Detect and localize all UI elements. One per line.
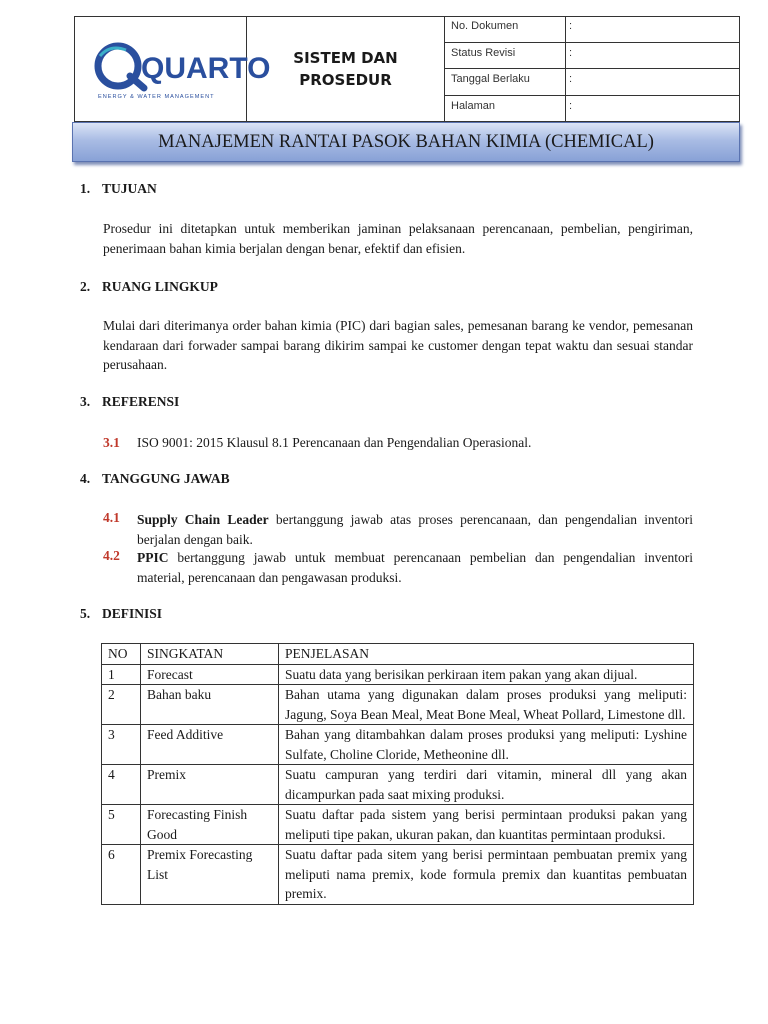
cell-description: Suatu daftar pada sistem yang berisi permintaan produksi pakan yang meliputi tipe pakan, ukuran pakan, dan kuantitas permintaan produksi. [279,805,694,845]
quarto-logo [74,16,271,122]
cell-term: Forecast [141,664,279,685]
section-number: 2. [80,279,91,294]
responsibility-item [137,548,693,587]
meta-row-no-dokumen [445,16,740,43]
item-number: 3.1 [103,435,120,450]
column-header-penjelasan: PENJELASAN [279,644,694,665]
meta-label: Status Revisi [451,46,516,59]
meta-row-tanggal-berlaku [445,69,740,96]
item-text: ISO 9001: 2015 Klausul 8.1 Perencanaan dan Pengendalian Operasional. [137,435,532,450]
meta-label: No. Dokumen [451,20,519,32]
cell-term: Premix Forecasting List [141,845,279,905]
cell-description: Suatu daftar pada sitem yang berisi permintaan pembuatan premix yang meliputi nama premix, kode formula premix dan kuantitas pembuatan premix. [279,845,694,905]
document-type-title: SISTEM DAN PROSEDUR [247,16,445,122]
section-number: 5. [80,606,91,621]
section-body-ruang-lingkup [103,316,693,375]
table-row [102,765,694,805]
table-header-row [102,644,694,665]
section-heading-referensi [80,394,179,410]
meta-value: : [565,96,572,123]
section-number: 3. [80,394,91,409]
item-number: 4.1 [103,510,120,525]
cell-no: 1 [102,664,141,685]
table-row [102,664,694,685]
cell-term: Premix [141,765,279,805]
cell-term: Bahan baku [141,685,279,725]
paragraph: Prosedur ini ditetapkan untuk memberikan jaminan pelaksanaan perencanaan, pembelian, pengiriman, penerimaan bahan kimia berjalan dengan benar, efektif dan efisien. [103,221,693,256]
cell-description: Suatu campuran yang terdiri dari vitamin, mineral dll yang akan dicampurkan pada saat mixing produksi. [279,765,694,805]
section-title: TANGGUNG JAWAB [102,471,230,486]
meta-label: Tanggal Berlaku [451,73,530,85]
cell-no: 6 [102,845,141,905]
meta-value: : [565,43,572,69]
item-number: 4.2 [103,548,120,563]
logo-wordmark: QUARTO [141,52,271,85]
section-title: REFERENSI [102,394,180,409]
role-name: Supply Chain Leader [137,512,269,527]
responsibility-item [137,510,693,549]
item-text: bertanggung jawab untuk membuat perencanaan pembelian dan pengendalian inventori material, perencanaan dan pengawasan produksi. [137,550,693,585]
table-row [102,845,694,905]
role-name: PPIC [137,550,169,565]
cell-description: Suatu data yang berisikan perkiraan item pakan yang akan dijual. [279,664,694,685]
section-title: RUANG LINGKUP [102,279,218,294]
meta-row-status-revisi [445,43,740,70]
definition-table [101,643,694,905]
column-header-singkatan: SINGKATAN [141,644,279,665]
paragraph: Mulai dari diterimanya order bahan kimia (PIC) dari bagian sales, pemesanan barang ke vendor, pemesanan kendaraan dari forwader sampai barang dikirim sampai ke customer dengan tepat waktu dan sesuai standar perusahaan. [103,318,693,372]
cell-term: Feed Additive [141,725,279,765]
table-row [102,805,694,845]
reference-item [103,432,693,453]
meta-label: Halaman [451,99,496,112]
column-header-no: NO [102,644,141,665]
section-heading-definisi [80,606,162,622]
document-title-banner: MANAJEMEN RANTAI PASOK BAHAN KIMIA (CHEMICAL) [72,122,740,162]
section-number: 1. [80,181,91,196]
logo-cell [74,16,271,122]
table-row [102,725,694,765]
cell-description: Bahan yang ditambahkan dalam proses produksi yang meliputi: Lyshine Sulfate, Choline Cloride, Metheonine dll. [279,725,694,765]
cell-no: 4 [102,765,141,805]
cell-no: 5 [102,805,141,845]
table-row [102,685,694,725]
section-title: TUJUAN [102,181,157,196]
section-title: DEFINISI [102,606,163,621]
meta-value: : [565,16,572,42]
logo-tagline: ENERGY & WATER MANAGEMENT [98,94,215,100]
section-heading-ruang-lingkup [80,279,218,295]
cell-description: Bahan utama yang digunakan dalam proses produksi yang meliputi: Jagung, Soya Bean Meal, Meat Bone Meal, Wheat Pollard, Limestone dll. [279,685,694,725]
section-heading-tujuan [80,181,157,197]
section-body-tujuan [103,219,693,258]
section-number: 4. [80,471,91,486]
meta-row-halaman [445,96,740,123]
item-text: bertanggung jawab atas proses perencanaan, dan pengendalian inventori berjalan dengan baik. [137,512,693,547]
cell-no: 2 [102,685,141,725]
cell-term: Forecasting Finish Good [141,805,279,845]
meta-value: : [565,69,572,95]
section-heading-tanggung-jawab [80,471,230,487]
cell-no: 3 [102,725,141,765]
